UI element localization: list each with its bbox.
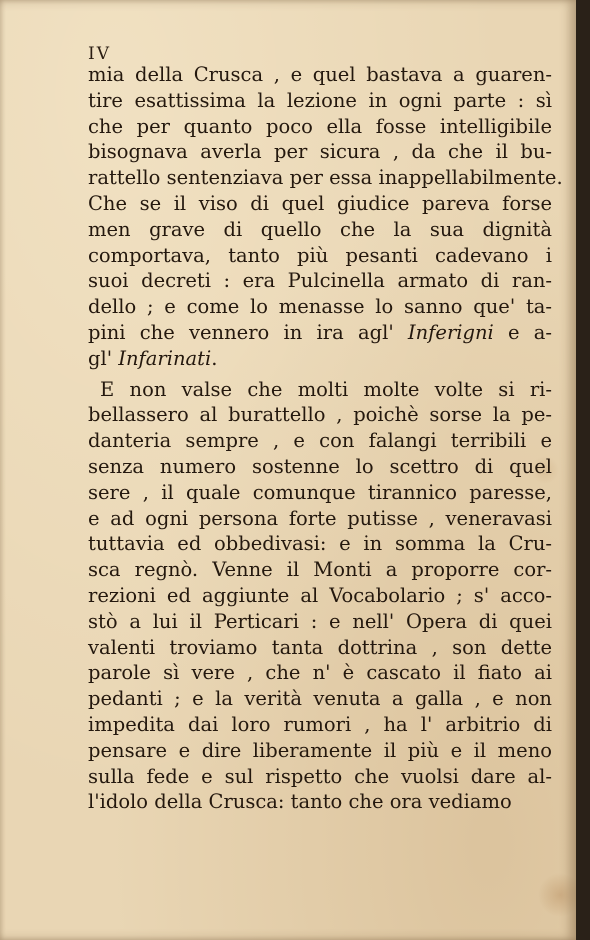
text-run: E non valse che molti molte volte si ri- (100, 377, 552, 401)
text-line (88, 62, 552, 88)
text-run: bellassero al burattello , poichè sorse la pe- (88, 403, 552, 427)
text-line (88, 609, 552, 635)
text-line (88, 738, 552, 764)
text-run: pedanti ; e la verità venuta a galla , e non (88, 687, 552, 711)
text-run: sca regnò. Venne il Monti a proporre cor- (88, 558, 552, 582)
text-line (88, 377, 552, 403)
text-line (88, 583, 552, 609)
text-run: parole sì vere , che n' è cascato il fiato ai (88, 661, 552, 685)
text-line (88, 320, 552, 346)
text-line (88, 557, 552, 583)
text-run: bisognava averla per sicura , da che il bu- (88, 140, 552, 164)
text-line (88, 686, 552, 712)
text-run: e ad ogni persona forte putisse , veneravasi (88, 506, 552, 530)
text-run: sulla fede e sul rispetto che vuolsi dare al- (88, 764, 552, 788)
text-line (88, 402, 552, 428)
text-line (88, 531, 552, 557)
text-line (88, 139, 552, 165)
text-line (88, 480, 552, 506)
text-run: pini che vennero in ira agl' (88, 320, 408, 344)
text-run: senza numero sostenne lo scettro di quel (88, 454, 552, 478)
text-run: l'idolo della Crusca: tanto che ora vediamo (88, 790, 512, 814)
text-run: . (211, 346, 218, 370)
text-run: tire esattissima la lezione in ogni parte : sì (88, 88, 552, 112)
text-line (88, 88, 552, 114)
text-line (88, 243, 552, 269)
text-run: pensare e dire liberamente il più e il meno (88, 738, 552, 762)
text-line (88, 346, 552, 372)
text-run: impedita dai loro rumori , ha l' arbitrio di (88, 712, 552, 736)
italic-text: Infarinati (118, 346, 212, 370)
body-text (88, 62, 563, 815)
text-run: suoi decreti : era Pulcinella armato di ran- (88, 269, 552, 293)
text-run: che per quanto poco ella fosse intelligibile (88, 114, 552, 138)
text-run: comportava, tanto più pesanti cadevano i (88, 243, 552, 267)
text-run: dello ; e come lo menasse lo sanno que' ta- (88, 295, 552, 319)
text-line (88, 635, 552, 661)
text-run: danteria sempre , e con falangi terribili e (88, 429, 552, 453)
text-line (88, 191, 552, 217)
text-line (88, 428, 552, 454)
text-run: rattello sentenziava per essa inappellabilmente. (88, 166, 563, 190)
text-line (88, 165, 563, 191)
text-line (88, 114, 552, 140)
text-run: stò a lui il Perticari : e nell' Opera di quei (88, 609, 552, 633)
paragraph (88, 62, 563, 372)
text-run: e a- (493, 320, 553, 344)
text-run: rezioni ed aggiunte al Vocabolario ; s' acco- (88, 583, 552, 607)
text-run: men grave di quello che la sua dignità (88, 217, 552, 241)
text-line (88, 764, 552, 790)
text-line (88, 454, 552, 480)
text-run: Che se il viso di quel giudice pareva forse (88, 191, 552, 215)
text-line (88, 660, 552, 686)
text-line (88, 712, 552, 738)
text-run: gl' (88, 346, 119, 370)
text-line (88, 789, 552, 815)
text-line (88, 506, 552, 532)
text-line (88, 268, 552, 294)
text-run: sere , il quale comunque tirannico paresse, (88, 480, 552, 504)
italic-text: Inferigni (407, 320, 494, 344)
text-line (88, 294, 552, 320)
text-run: tuttavia ed obbedivasi: e in somma la Cru- (88, 532, 552, 556)
paragraph (88, 377, 552, 816)
text-line (88, 217, 552, 243)
text-run: mia della Crusca , e quel bastava a guaren- (88, 63, 552, 86)
page-number: IV (88, 44, 111, 64)
text-run: valenti troviamo tanta dottrina , son dette (88, 635, 552, 659)
